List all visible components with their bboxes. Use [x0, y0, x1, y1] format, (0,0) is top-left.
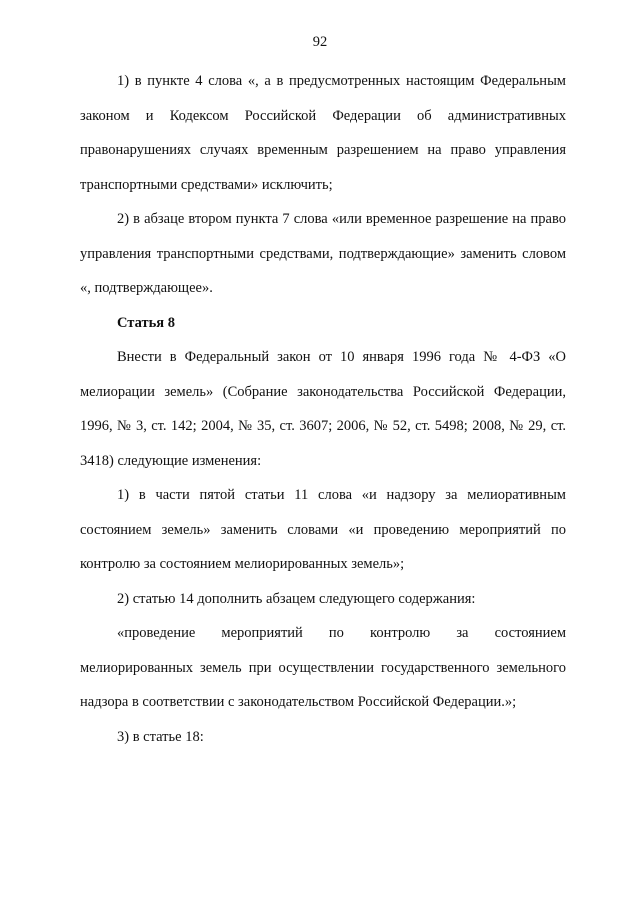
article-heading: Статья 8: [117, 314, 175, 331]
amendment-item-1: 1) в пункте 4 слова «, а в предусмотренных настоящим Федеральным законом и Кодексом Российской Федерации об административных правонарушениях случаях временным разрешением на право управления транспортными средствами» исключить;: [80, 73, 566, 193]
article-intro: Внести в Федеральный закон от 10 января 1996 года № 4-ФЗ «О мелиорации земель» (Собрание законодательства Российской Федерации, 1996, № 3, ст. 142; 2004, № 35, ст. 3607; 2006, № 52, ст. 5498; 2008, № 29, ст. 3418) следующие изменения:: [80, 349, 566, 469]
amendment-item-2: 2) в абзаце втором пункта 7 слова «или временное разрешение на право управления транспортными средствами, подтверждающие» заменить словом «, подтверждающее».: [80, 211, 566, 296]
article-item-3: 3) в статье 18:: [117, 728, 204, 745]
document-body: [80, 64, 566, 754]
article-item-1: 1) в части пятой статьи 11 слова «и надзору за мелиоративным состоянием земель» заменить словами «и проведению мероприятий по контролю за состоянием мелиорированных земель»;: [80, 487, 566, 572]
page-number: 92: [312, 34, 328, 50]
article-item-2: 2) статью 14 дополнить абзацем следующего содержания:: [117, 590, 476, 607]
article-item-2-quote: «проведение мероприятий по контролю за состоянием мелиорированных земель при осуществлении государственного земельного надзора в соответствии с законодательством Российской Федерации.»;: [80, 625, 566, 710]
